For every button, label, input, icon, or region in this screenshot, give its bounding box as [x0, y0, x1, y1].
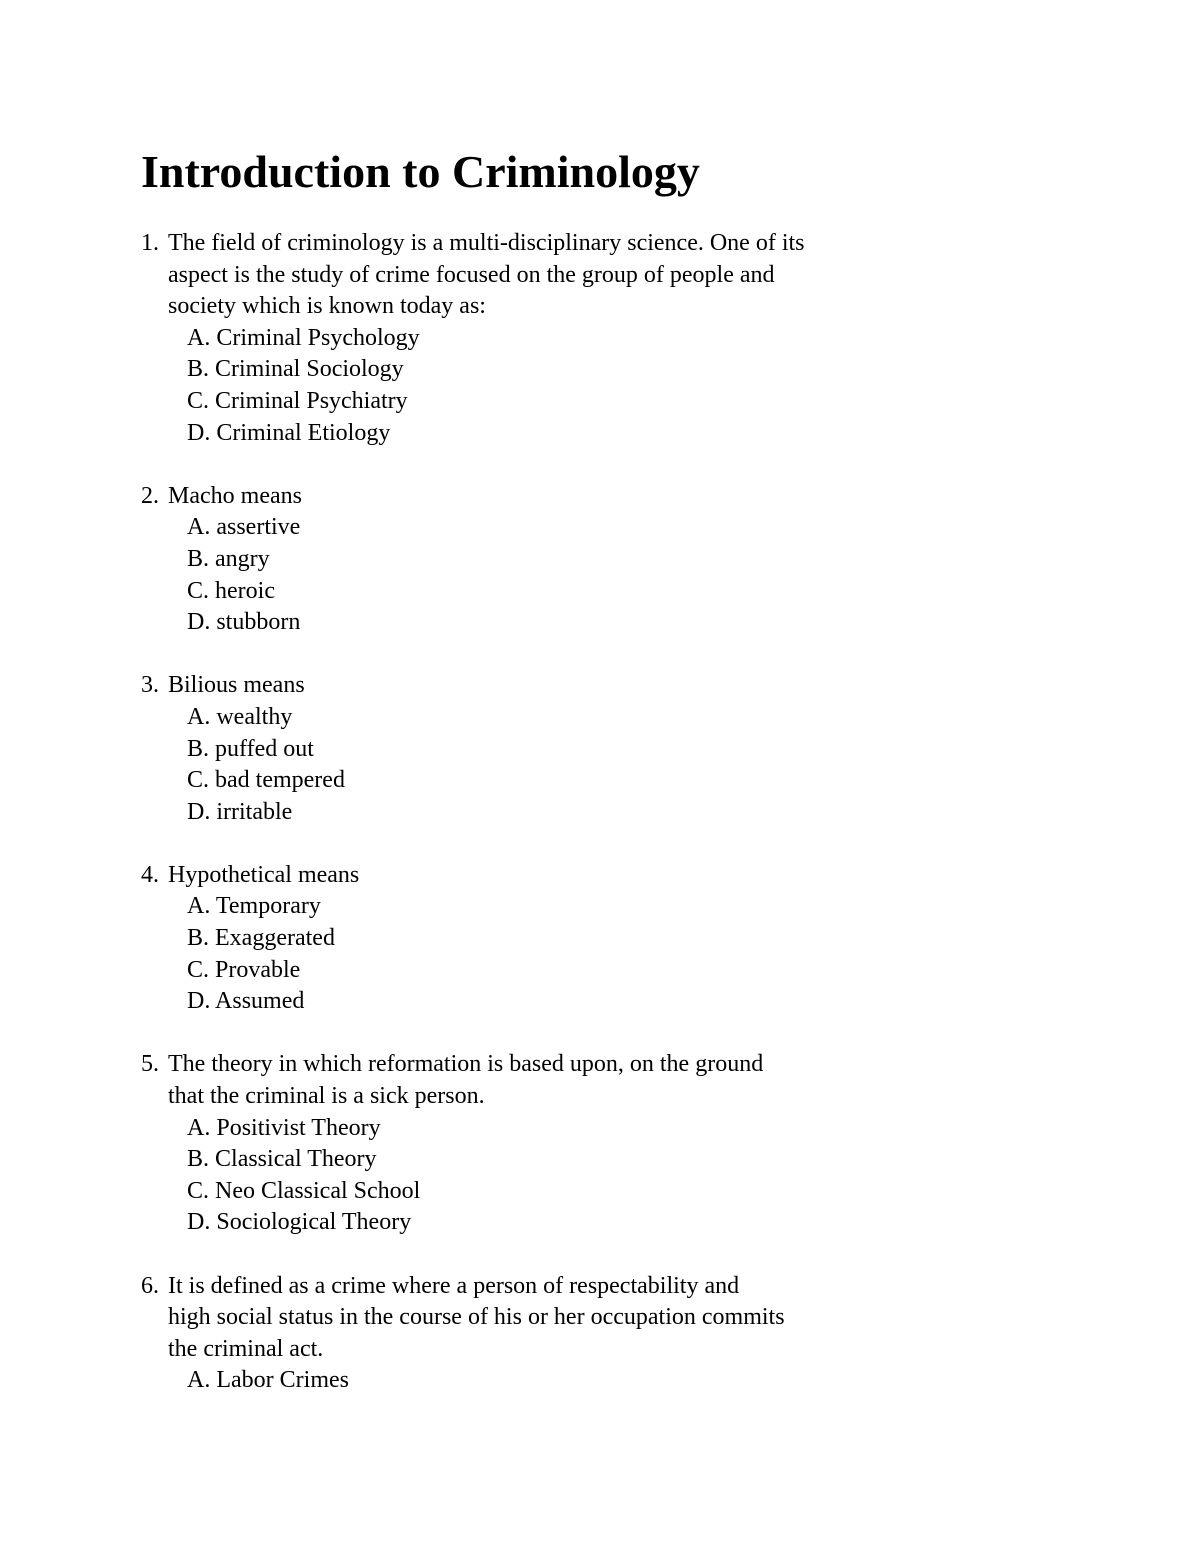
question-item: [141, 228, 941, 449]
option-letter: C.: [187, 767, 210, 794]
document-title: Introduction to Criminology: [141, 146, 700, 197]
option-letter: D.: [187, 988, 211, 1015]
question-text-line: Hypothetical means: [168, 861, 360, 888]
answer-options: [141, 702, 941, 828]
question-list: [141, 228, 941, 1429]
question-text: [168, 228, 941, 323]
question-stem: [141, 670, 941, 702]
question-item: [141, 860, 941, 1018]
question-text: [168, 860, 941, 892]
answer-option: [187, 386, 941, 418]
question-stem: [141, 481, 941, 513]
question-item: [141, 1271, 941, 1397]
answer-option: [187, 1176, 941, 1208]
answer-option: [187, 765, 941, 797]
question-number: 1.: [141, 230, 159, 256]
option-text: assertive: [216, 514, 301, 541]
question-text-line: the criminal act.: [168, 1335, 324, 1362]
answer-options: [141, 323, 941, 449]
option-text: Neo Classical School: [215, 1177, 421, 1204]
answer-option: [187, 702, 941, 734]
option-text: Criminal Etiology: [216, 419, 391, 446]
question-text: [168, 1271, 941, 1366]
question-text-line: high social status in the course of his or her occupation commits: [168, 1304, 785, 1331]
question-text-line: aspect is the study of crime focused on the group of people and: [168, 261, 775, 288]
option-letter: C.: [187, 387, 210, 414]
answer-option: [187, 544, 941, 576]
option-letter: A.: [187, 1114, 211, 1141]
option-letter: C.: [187, 956, 210, 983]
option-text: Sociological Theory: [216, 1209, 412, 1236]
answer-option: [187, 323, 941, 355]
option-letter: A.: [187, 703, 211, 730]
answer-option: [187, 418, 941, 450]
question-item: [141, 481, 941, 639]
option-letter: B.: [187, 356, 210, 383]
option-letter: B.: [187, 1146, 210, 1173]
answer-option: [187, 1113, 941, 1145]
option-letter: A.: [187, 324, 211, 351]
answer-option: [187, 1207, 941, 1239]
answer-option: [187, 986, 941, 1018]
answer-option: [187, 576, 941, 608]
answer-option: [187, 797, 941, 829]
answer-option: [187, 734, 941, 766]
answer-option: [187, 923, 941, 955]
option-text: Temporary: [215, 893, 321, 920]
question-stem: [141, 1271, 941, 1366]
question-stem: [141, 860, 941, 892]
answer-option: [187, 512, 941, 544]
question-text: [168, 1049, 941, 1112]
answer-options: [141, 512, 941, 638]
answer-option: [187, 955, 941, 987]
option-letter: D.: [187, 609, 211, 636]
question-text-line: society which is known today as:: [168, 293, 486, 320]
option-letter: A.: [187, 893, 211, 920]
option-text: bad tempered: [215, 767, 345, 794]
option-text: Assumed: [215, 988, 305, 1015]
option-letter: C.: [187, 577, 210, 604]
question-text-line: Macho means: [168, 482, 302, 509]
answer-options: [141, 891, 941, 1017]
option-text: Classical Theory: [215, 1146, 377, 1173]
option-letter: D.: [187, 1209, 211, 1236]
answer-options: [141, 1365, 941, 1397]
option-letter: B.: [187, 925, 210, 952]
question-stem: [141, 228, 941, 323]
question-number: 4.: [141, 861, 159, 888]
option-text: Criminal Sociology: [215, 356, 404, 383]
question-text-line: The field of criminology is a multi-disciplinary science. One of its: [168, 230, 805, 256]
question-number: 5.: [141, 1051, 159, 1078]
option-text: wealthy: [216, 703, 293, 730]
option-text: irritable: [216, 798, 293, 825]
answer-option: [187, 891, 941, 923]
question-stem: [141, 1049, 941, 1112]
question-text-line: that the criminal is a sick person.: [168, 1083, 485, 1110]
question-text-line: It is defined as a crime where a person of respectability and: [168, 1272, 740, 1299]
option-letter: A.: [187, 1367, 211, 1394]
question-number: 3.: [141, 672, 159, 699]
option-letter: D.: [187, 419, 211, 446]
answer-option: [187, 1144, 941, 1176]
option-text: Positivist Theory: [216, 1114, 381, 1141]
question-text-line: The theory in which reformation is based upon, on the ground: [168, 1051, 764, 1078]
answer-option: [187, 607, 941, 639]
option-text: puffed out: [215, 735, 314, 762]
answer-option: [187, 354, 941, 386]
question-text-line: Bilious means: [168, 672, 305, 699]
option-text: Exaggerated: [215, 925, 335, 952]
question-item: [141, 1049, 941, 1239]
option-text: angry: [215, 545, 270, 572]
option-letter: C.: [187, 1177, 210, 1204]
option-letter: B.: [187, 735, 210, 762]
question-number: 6.: [141, 1272, 159, 1299]
option-text: Labor Crimes: [216, 1367, 349, 1394]
question-text: [168, 481, 941, 513]
question-item: [141, 670, 941, 828]
option-text: Criminal Psychology: [216, 324, 420, 351]
question-text: [168, 670, 941, 702]
option-letter: A.: [187, 514, 211, 541]
option-text: stubborn: [216, 609, 301, 636]
option-text: heroic: [215, 577, 275, 604]
option-text: Criminal Psychiatry: [215, 387, 408, 414]
answer-options: [141, 1113, 941, 1239]
option-letter: D.: [187, 798, 211, 825]
option-letter: B.: [187, 545, 210, 572]
answer-option: [187, 1365, 941, 1397]
option-text: Provable: [215, 956, 301, 983]
question-number: 2.: [141, 482, 159, 509]
